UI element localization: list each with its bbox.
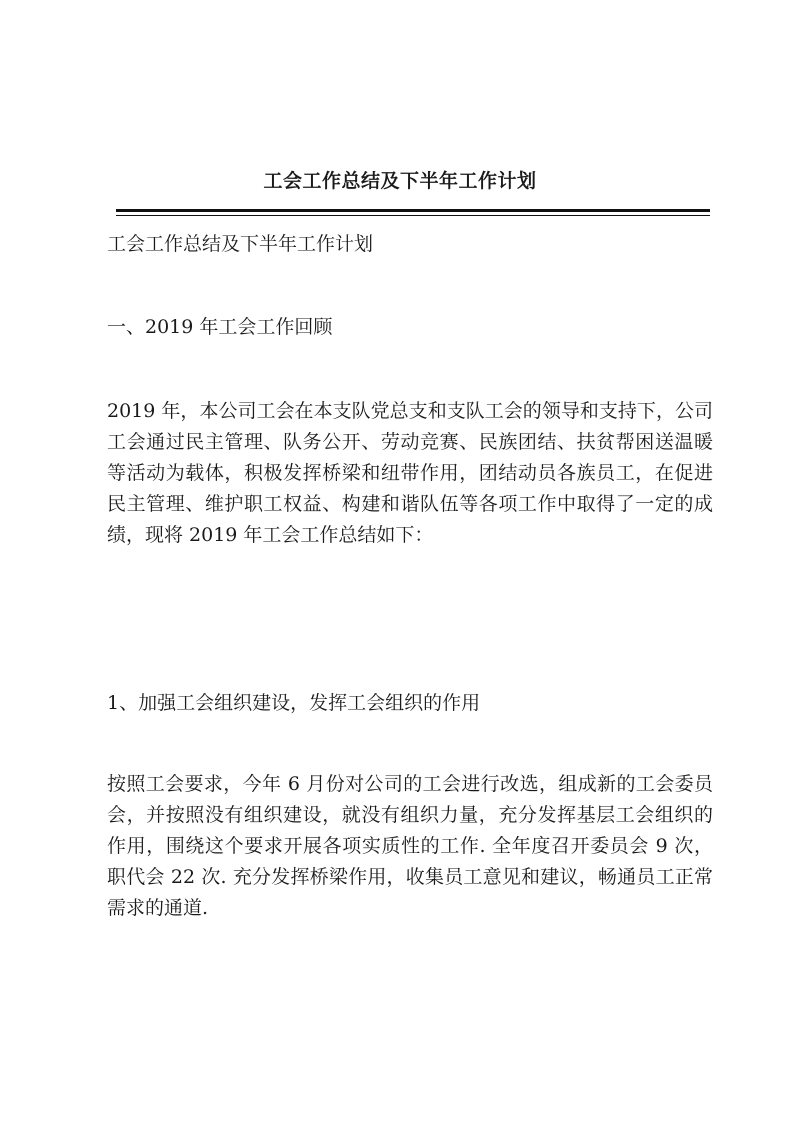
body-paragraph: 按照工会要求，今年 6 月份对公司的工会进行改选，组成新的工会委员会，并按照没有组织建设，就没有组织力量，充分发挥基层工会组织的作用，围绕这个要求开展各项实质性的工作. 全年度召开委员会 9 次，职代会 22 次. 充分发挥桥梁作用，收集员工意见和建议，畅通员工正常需求的通道. (107, 773, 713, 919)
section-heading: 一、2019 年工会工作回顾 (107, 316, 333, 338)
body-paragraph: 2019 年，本公司工会在本支队党总支和支队工会的领导和支持下，公司工会通过民主管理、队务公开、劳动竞赛、民族团结、扶贫帮困送温暖等活动为载体，积极发挥桥梁和纽带作用，团结动员各族员工，在促进民主管理、维护职工权益、构建和谐队伍等各项工作中取得了一定的成绩，现将 2019 年工会工作总结如下： (107, 400, 713, 546)
document-subtitle: 工会工作总结及下半年工作计划 (107, 233, 374, 255)
title-rule-thin (116, 215, 710, 216)
item-heading: 1、加强工会组织建设，发挥工会组织的作用 (107, 692, 481, 714)
document-title: 工会工作总结及下半年工作计划 (263, 170, 537, 192)
title-rule-thick (116, 209, 710, 212)
